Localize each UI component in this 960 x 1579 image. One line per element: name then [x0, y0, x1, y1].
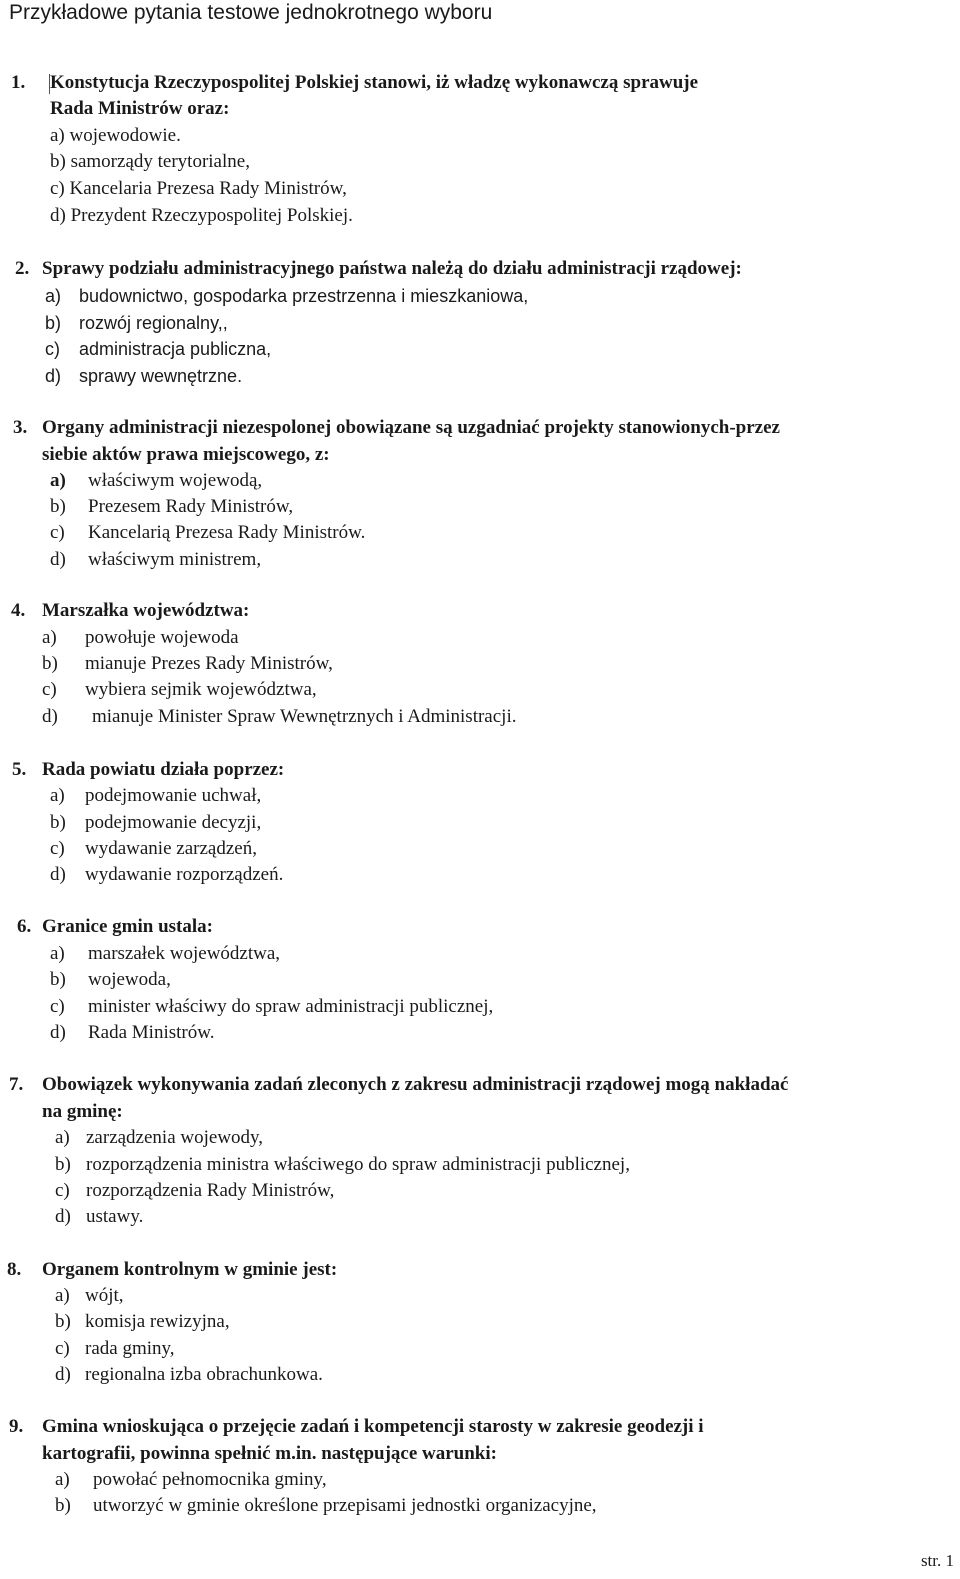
option-text: podejmowanie decyzji, [85, 812, 262, 833]
question-text-line: Sprawy podziału administracyjnego państwa należą do działu administracji rządowej: [42, 258, 742, 279]
answer-option-c [50, 836, 257, 862]
option-text: Kancelarią Prezesa Rady Ministrów. [88, 522, 366, 543]
answer-option-a [42, 625, 239, 651]
option-text: mianuje Prezes Rady Ministrów, [85, 653, 333, 674]
option-text: marszałek województwa, [88, 943, 281, 964]
answer-option-b [50, 149, 250, 175]
option-letter: b) [55, 1495, 71, 1516]
question-number: 8. [7, 1259, 22, 1280]
option-text: wójt, [85, 1285, 124, 1306]
option-letter: b) [55, 1311, 71, 1332]
question-text-line: Konstytucja Rzeczypospolitej Polskiej stanowi, iż władzę wykonawczą sprawuje [50, 72, 699, 93]
answer-option-d [50, 203, 353, 229]
option-letter: c) [50, 838, 65, 859]
question-text-line: Gmina wnioskująca o przejęcie zadań i kompetencji starosty w zakresie geodezji i [42, 1416, 704, 1437]
question-text-line: Granice gmin ustala: [42, 916, 213, 937]
option-text: powołuje wojewoda [85, 627, 239, 648]
option-letter: a) [42, 627, 57, 648]
option-text: minister właściwy do spraw administracji publicznej, [88, 996, 494, 1017]
question-text-line: Marszałka województwa: [42, 600, 250, 621]
option-text: właściwym wojewodą, [88, 470, 263, 491]
option-text: samorządy terytorialne, [70, 151, 250, 172]
document-title: Przykładowe pytania testowe jednokrotnego wyboru [9, 1, 493, 24]
answer-option-b [50, 967, 171, 993]
option-text: Rada Ministrów. [88, 1022, 215, 1043]
option-letter: c) [50, 178, 65, 199]
answer-option-d [42, 704, 516, 730]
answer-option-c [55, 1336, 175, 1362]
answer-option-a [55, 1125, 263, 1151]
option-letter: a) [50, 943, 65, 964]
option-text: wojewoda, [88, 969, 171, 990]
option-letter: a) [55, 1127, 70, 1148]
question-number: 5. [12, 759, 27, 780]
option-letter: a) [55, 1469, 70, 1490]
option-text: wojewodowie. [69, 125, 181, 146]
answer-option-d [50, 1020, 214, 1046]
option-letter: c) [55, 1180, 70, 1201]
option-letter: d) [55, 1206, 71, 1227]
option-letter: b) [45, 313, 62, 333]
question-text-line: Organy administracji niezespolonej obowiązane są uzgadniać projekty stanowionych-przez [42, 417, 780, 438]
option-text: rada gminy, [85, 1338, 175, 1359]
option-text: wydawanie rozporządzeń. [85, 864, 284, 885]
answer-option-b [55, 1493, 597, 1519]
answer-option-b [42, 651, 333, 677]
answer-option-a [50, 123, 181, 149]
option-letter: c) [50, 996, 65, 1017]
question-number: 4. [11, 600, 26, 621]
option-letter: d) [55, 1364, 71, 1385]
option-letter: c) [50, 522, 65, 543]
option-text: ustawy. [86, 1206, 144, 1227]
option-letter: b) [50, 812, 66, 833]
option-text: rozporządzenia ministra właściwego do spraw administracji publicznej, [86, 1154, 630, 1175]
option-letter: b) [50, 496, 66, 517]
question-number: 9. [9, 1416, 24, 1437]
page-number-footer: str. 1 [920, 1551, 954, 1570]
option-text: Prezesem Rady Ministrów, [88, 496, 294, 517]
answer-option-d [50, 547, 261, 573]
question-text-line: kartografii, powinna spełnić m.in. następujące warunki: [42, 1443, 497, 1464]
option-letter: a) [45, 286, 62, 306]
question-number: 1. [11, 72, 26, 93]
answer-option-b [55, 1309, 230, 1335]
question-number: 2. [15, 258, 30, 279]
option-letter: a) [50, 125, 65, 146]
answer-option-d [45, 363, 242, 389]
option-letter: b) [42, 653, 58, 674]
option-letter: b) [50, 151, 66, 172]
answer-option-c [45, 336, 271, 362]
answer-option-a [45, 283, 528, 309]
answer-option-b [50, 810, 261, 836]
option-letter: a) [50, 470, 66, 491]
question-number: 6. [17, 916, 32, 937]
option-text: wybiera sejmik województwa, [85, 679, 317, 700]
option-text: komisja rewizyjna, [85, 1311, 230, 1332]
question-text-line: siebie aktów prawa miejscowego, z: [42, 444, 330, 465]
answer-option-c [55, 1178, 334, 1204]
answer-option-a [55, 1467, 327, 1493]
answer-option-c [42, 677, 317, 703]
option-text: powołać pełnomocnika gminy, [93, 1469, 327, 1490]
answer-option-d [50, 862, 283, 888]
question-text-line: Obowiązek wykonywania zadań zleconych z zakresu administracji rządowej mogą nakładać [42, 1074, 789, 1095]
answer-option-d [55, 1204, 143, 1230]
question-text-line: Organem kontrolnym w gminie jest: [42, 1259, 338, 1280]
option-text: podejmowanie uchwał, [85, 785, 262, 806]
option-letter: b) [55, 1154, 71, 1175]
option-letter: d) [45, 366, 62, 386]
option-letter: b) [50, 969, 66, 990]
answer-option-c [50, 176, 347, 202]
option-text: utworzyć w gminie określone przepisami jednostki organizacyjne, [93, 1495, 597, 1516]
option-text: wydawanie zarządzeń, [85, 838, 257, 859]
option-letter: a) [55, 1285, 70, 1306]
option-text: Kancelaria Prezesa Rady Ministrów, [69, 178, 347, 199]
answer-option-b [50, 494, 293, 520]
question-text-line: na gminę: [42, 1101, 123, 1122]
option-letter: c) [55, 1338, 70, 1359]
question-text-line: Rada Ministrów oraz: [50, 98, 230, 119]
option-text: właściwym ministrem, [88, 549, 262, 570]
option-text: administracja publiczna, [79, 339, 272, 359]
option-letter: a) [50, 785, 65, 806]
question-number: 3. [13, 417, 28, 438]
answer-option-c [50, 994, 493, 1020]
option-letter: d) [42, 706, 58, 727]
option-letter: d) [50, 205, 66, 226]
option-letter: d) [50, 1022, 66, 1043]
question-text-line: Rada powiatu działa poprzez: [42, 759, 285, 780]
option-text: Prezydent Rzeczypospolitej Polskiej. [70, 205, 353, 226]
option-letter: c) [45, 339, 60, 359]
option-text: sprawy wewnętrzne. [79, 366, 243, 386]
option-text: zarządzenia wojewody, [86, 1127, 264, 1148]
question-number: 7. [9, 1074, 24, 1095]
answer-option-a [55, 1283, 124, 1309]
option-text: budownictwo, gospodarka przestrzenna i mieszkaniowa, [79, 286, 529, 306]
answer-option-a [50, 783, 261, 809]
answer-option-d [55, 1362, 323, 1388]
answer-option-c [50, 520, 365, 546]
option-letter: c) [42, 679, 57, 700]
option-text: regionalna izba obrachunkowa. [85, 1364, 323, 1385]
option-text: rozporządzenia Rady Ministrów, [86, 1180, 335, 1201]
option-text: mianuje Minister Spraw Wewnętrznych i Administracji. [92, 706, 517, 727]
option-text: rozwój regionalny,, [79, 313, 228, 333]
option-letter: d) [50, 549, 66, 570]
option-letter: d) [50, 864, 66, 885]
answer-option-b [45, 310, 228, 336]
answer-option-a [50, 468, 262, 494]
answer-option-a [50, 941, 280, 967]
answer-option-b [55, 1152, 630, 1178]
